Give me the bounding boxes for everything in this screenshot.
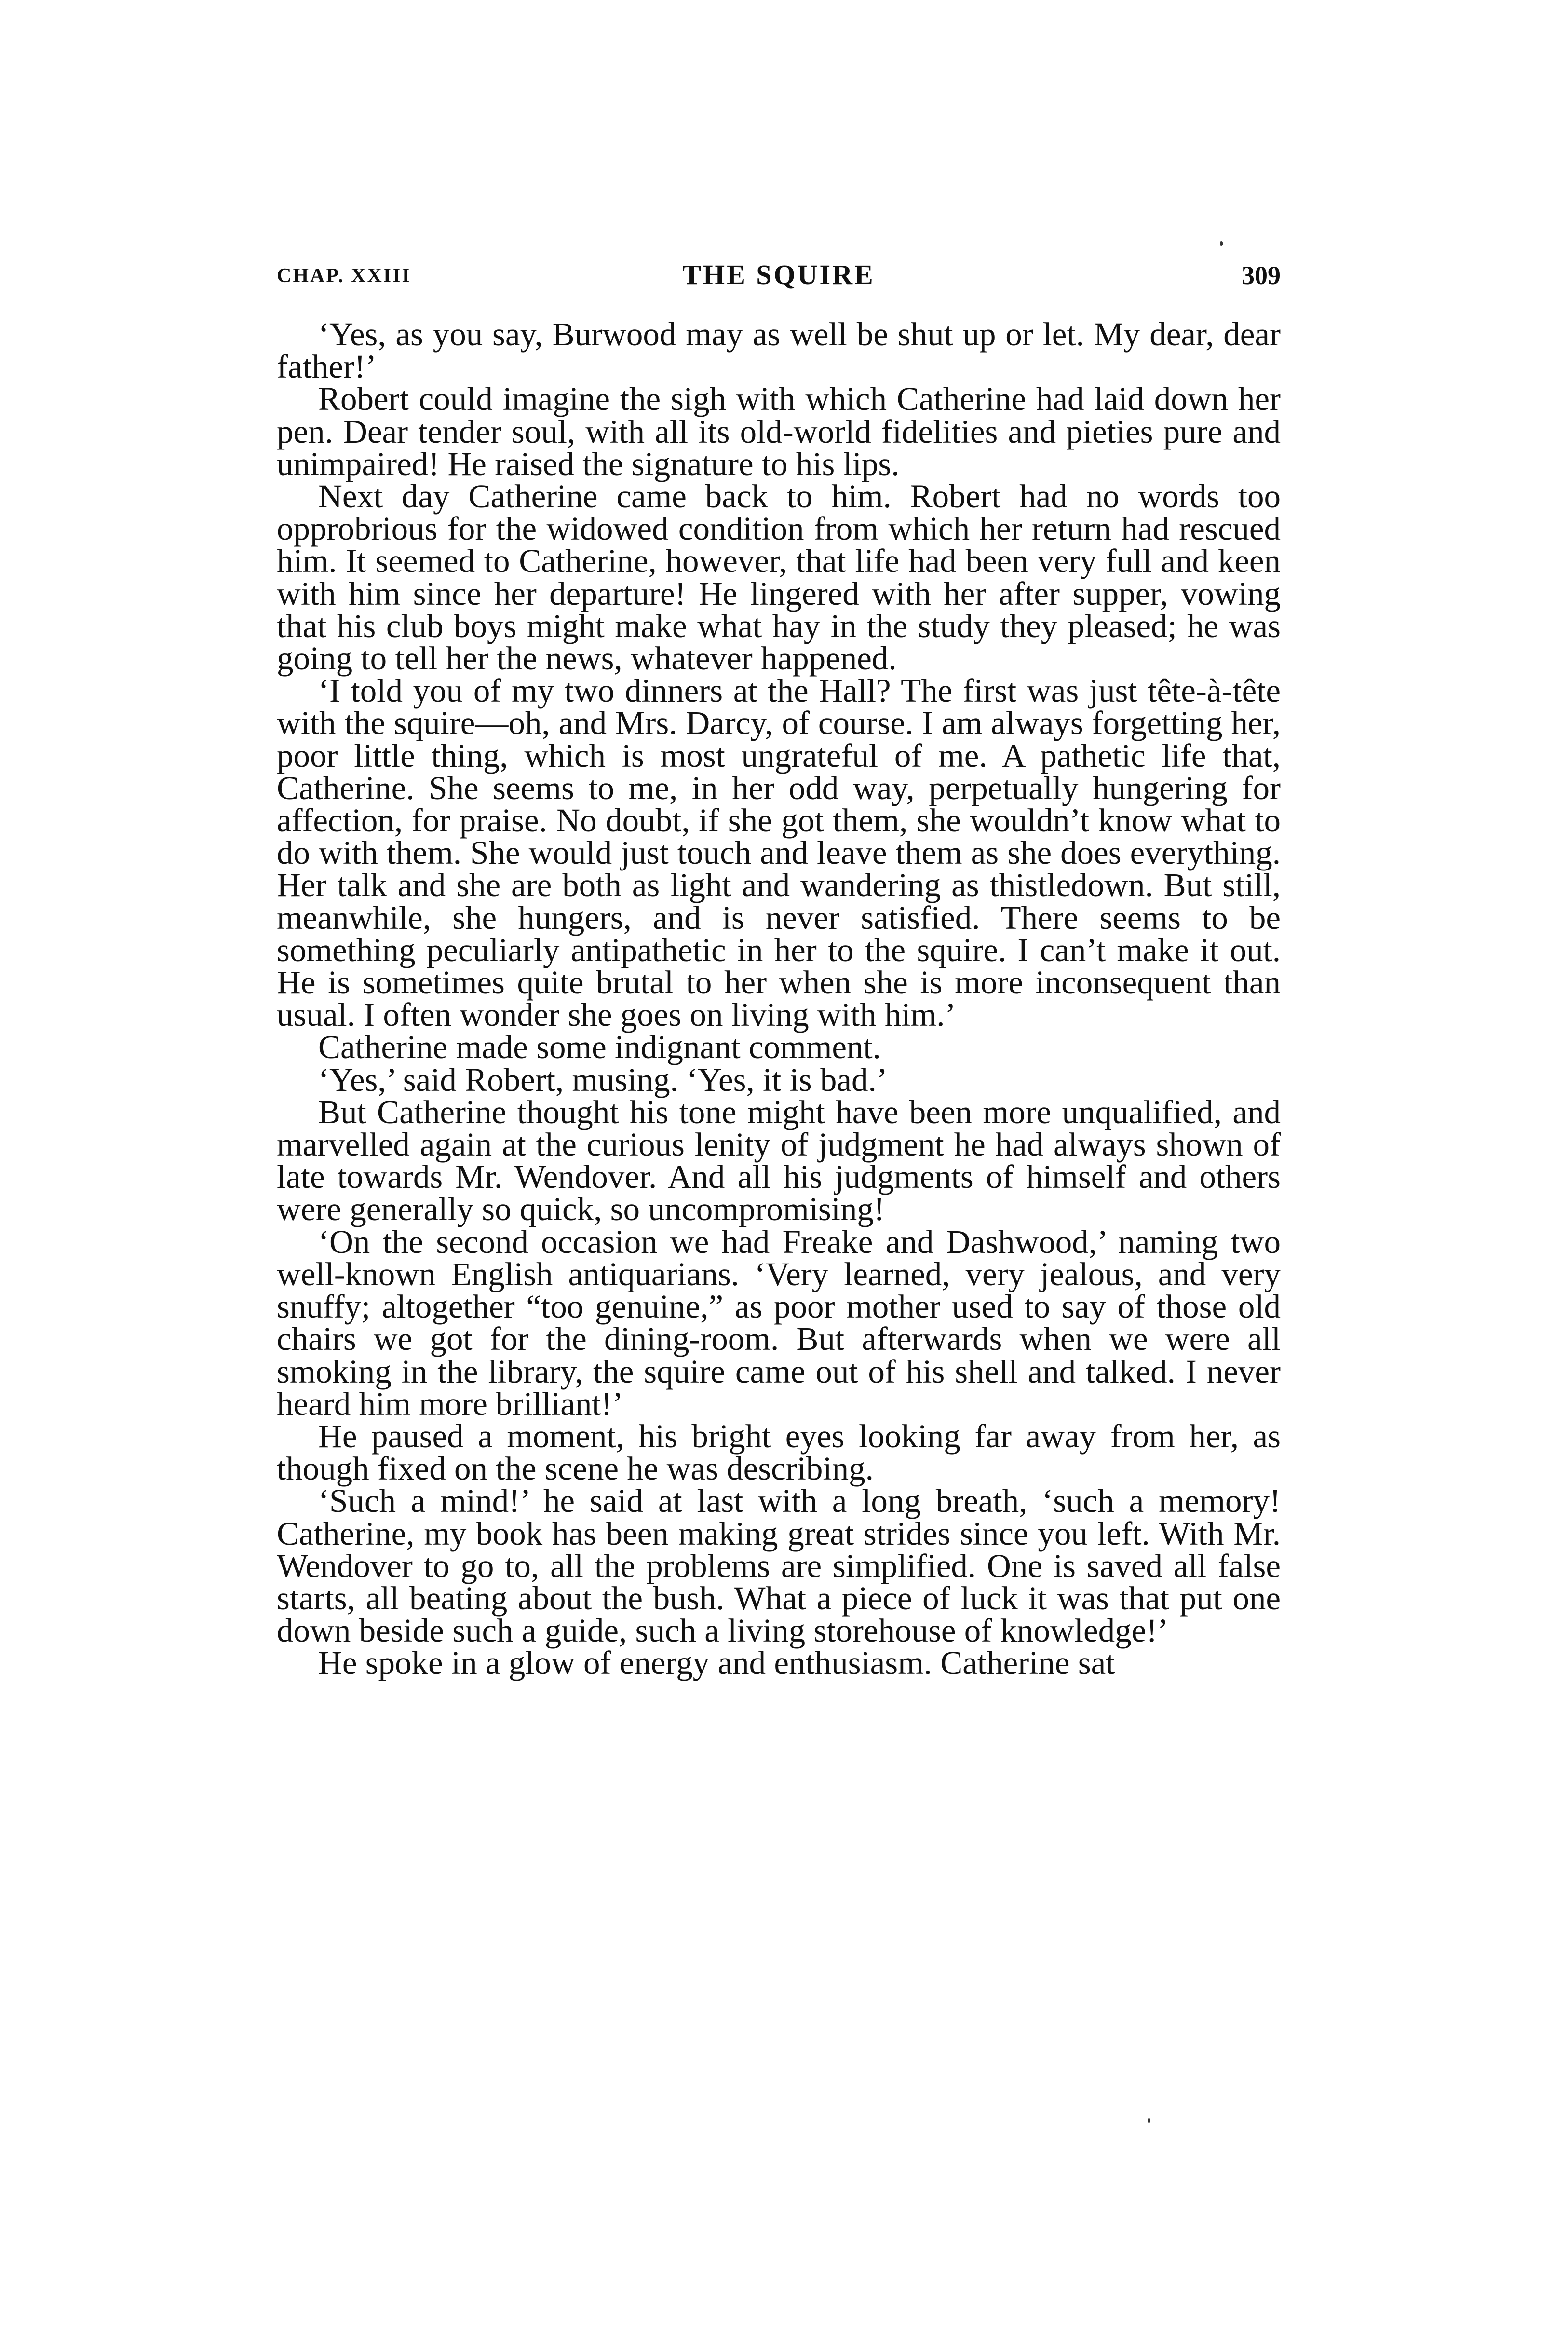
running-title: THE SQUIRE: [682, 259, 875, 290]
ink-speck: [1220, 241, 1223, 246]
running-header: [277, 257, 1281, 295]
body-text: [277, 318, 1281, 1680]
paragraph: Catherine made some indignant comment.: [318, 1029, 881, 1066]
chapter-label: CHAP. XXIII: [277, 265, 411, 287]
paragraph: ‘Yes, as you say, Burwood may as well be shut up or let. My dear, dear father!’: [277, 316, 1281, 385]
ink-speck: [1148, 2118, 1150, 2123]
paragraph: ‘Such a mind!’ he said at last with a long breath, ‘such a memory! Catherine, my book has been making great strides since you left. With Mr. Wendover to go to, all the problems are simplified. One is saved all false starts, all beating about the bush. What a piece of luck it was that put one down beside such a guide, such a living storehouse of knowledge!’: [277, 1482, 1281, 1649]
paragraph: He paused a moment, his bright eyes looking far away from her, as though fixed on the scene he was describing.: [277, 1417, 1281, 1487]
paragraph: ‘Yes,’ said Robert, musing. ‘Yes, it is bad.’: [318, 1061, 888, 1098]
paragraph: He spoke in a glow of energy and enthusiasm. Catherine sat: [318, 1645, 1115, 1682]
paragraph: Robert could imagine the sigh with which Catherine had laid down her pen. Dear tender soul, with all its old-world fidelities and pieties pure and unimpaired! He raised the signature to his lips.: [277, 381, 1281, 482]
paragraph: Next day Catherine came back to him. Robert had no words too opprobrious for the widowed condition from which her return had rescued him. It seemed to Catherine, however, that life had been very full and keen with him since her departure! He lingered with her after supper, vowing that his club boys might make what hay in the study they pleased; he was going to tell her the news, whatever happened.: [277, 478, 1281, 677]
paragraph: ‘I told you of my two dinners at the Hall? The first was just tête-à-tête with the squire—oh, and Mrs. Darcy, of course. I am always forgetting her, poor little thing, which is most ungrateful of me. A pathetic life that, Catherine. She seems to me, in her odd way, perpetually hungering for affection, for praise. No doubt, if she got them, she wouldn’t know what to do with them. She would just touch and leave them as she does everything. Her talk and she are both as light and wandering as thistledown. But still, meanwhile, she hungers, and is never satisfied. There seems to be something peculiarly antipathetic in her to the squire. I can’t make it out. He is sometimes quite brutal to her when she is more inconsequent than usual. I often wonder she goes on living with him.’: [277, 672, 1281, 1033]
paragraph: But Catherine thought his tone might have been more unqualified, and marvelled again at the curious lenity of judgment he had always shown of late towards Mr. Wendover. And all his judgments of himself and others were generally so quick, so uncompromising!: [277, 1093, 1281, 1228]
page-number: 309: [1242, 261, 1281, 290]
paragraph: ‘On the second occasion we had Freake and Dashwood,’ naming two well-known English antiquarians. ‘Very learned, very jealous, and very snuffy; altogether “too genuine,” as poor mother used to say of those old chairs we got for the dining-room. But afterwards when we were all smoking in the library, the squire came out of his shell and talked. I never heard him more brilliant!’: [277, 1223, 1281, 1422]
